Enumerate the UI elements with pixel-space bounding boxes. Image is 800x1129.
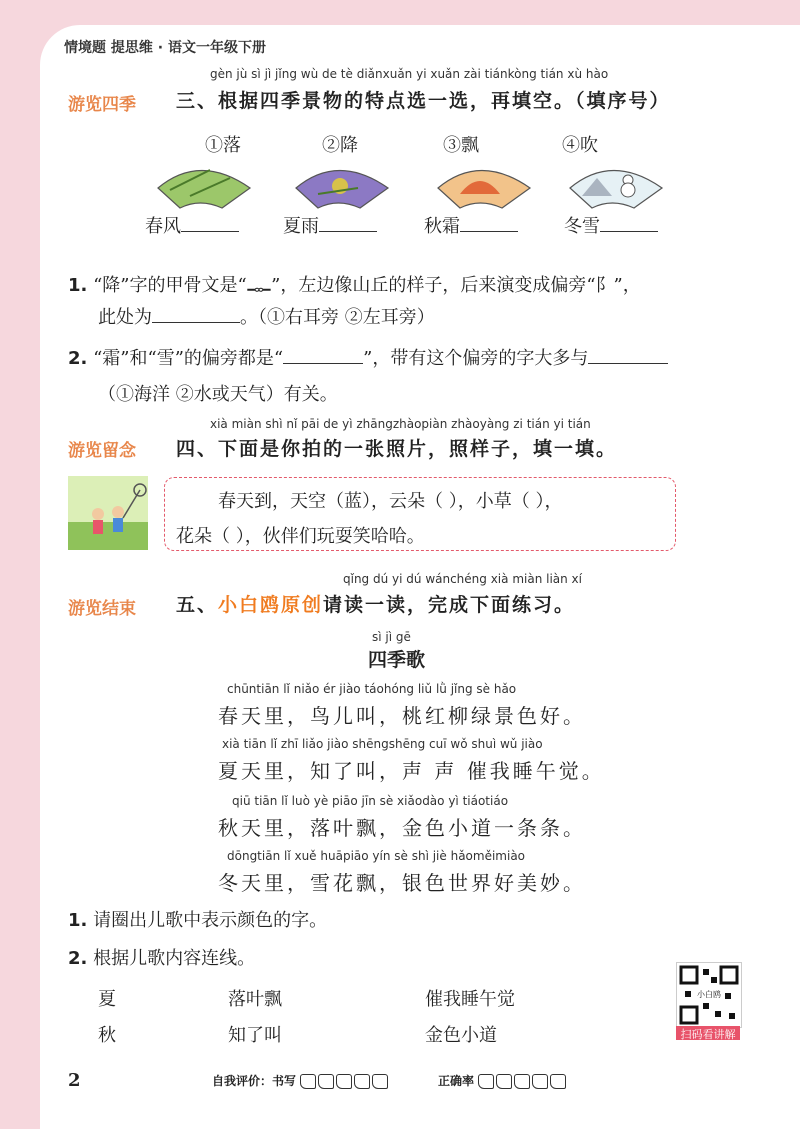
oracle-bone-glyph-icon: 𓊃: [246, 275, 272, 296]
fan-label-summer: 夏雨: [283, 212, 377, 238]
qr-label: 扫码看讲解: [676, 1026, 740, 1040]
title-pinyin: gèn jù sì jì jǐng wù de tè diǎnxuǎn yi xuǎn zài tiánkòng tián xù hào: [210, 67, 609, 81]
poem-pinyin: dōngtiān lǐ xuě huāpiāo yín sè shì jiè hǎoměimiào: [227, 849, 526, 863]
q1-blank[interactable]: [152, 304, 240, 323]
poem-line: 冬天里，雪花飘，银色世界好美妙。: [218, 871, 586, 895]
match-item-col2[interactable]: 知了叫: [228, 1025, 282, 1046]
poem-pinyin: xià tiān lǐ zhī liǎo jiào shēngshēng cuī wǒ shuì wǔ jiào: [222, 737, 543, 751]
thumb-up-icon[interactable]: [550, 1074, 566, 1089]
fan-label-autumn: 秋霜: [424, 212, 518, 238]
question-1: 1. “降”字的甲骨文是“𓊃”，左边像山丘的样子，后来演变成偏旁“阝”，: [68, 275, 641, 296]
section-tag: 游览结束: [68, 599, 136, 619]
original-badge: 小白鸥原创: [218, 594, 324, 616]
poem-line: 秋天里，落叶飘，金色小道一条条。: [218, 816, 586, 840]
poem-title: 四季歌: [368, 649, 426, 671]
option-1: ①落: [205, 135, 241, 156]
thumb-up-icon[interactable]: [532, 1074, 548, 1089]
fan-label-spring: 春风: [145, 212, 239, 238]
thumb-up-icon[interactable]: [336, 1074, 352, 1089]
poem-title-pinyin: sì jì gē: [372, 630, 411, 644]
question-2-line2: （①海洋 ②水或天气）有关。: [98, 384, 338, 405]
season-fans-illustration: [150, 158, 670, 213]
winter-fan-icon: [570, 171, 662, 209]
section-tag: 游览四季: [68, 95, 136, 115]
poem-pinyin: chūntiān lǐ niǎo ér jiào táohóng liǔ lǜ jǐng sè hǎo: [227, 682, 517, 696]
qr-code[interactable]: [676, 962, 742, 1028]
autumn-fan-icon: [438, 171, 530, 209]
poem-line: 夏天里，知了叫，声 声 催我睡午觉。: [218, 759, 605, 783]
self-eval-accuracy: 正确率: [438, 1072, 568, 1089]
thumb-up-icon[interactable]: [478, 1074, 494, 1089]
match-item-col3[interactable]: 催我睡午觉: [425, 989, 515, 1010]
option-2: ②降: [322, 135, 358, 156]
winter-blank[interactable]: [600, 213, 658, 232]
summer-fan-icon: [296, 171, 388, 209]
question-1-line2: 此处为 。（①右耳旁 ②左耳旁）: [98, 303, 435, 329]
page-header: 情境题 提思维 · 语文一年级下册: [64, 40, 266, 56]
fill-line-2: 花朵（ ），伙伴们玩耍笑哈哈。: [176, 526, 425, 547]
option-3: ③飘: [443, 135, 479, 156]
thumb-up-icon[interactable]: [300, 1074, 316, 1089]
match-item-col2[interactable]: 落叶飘: [228, 989, 282, 1010]
fan-label-winter: 冬雪: [564, 212, 658, 238]
q2-blank-radical[interactable]: [283, 345, 363, 364]
option-4: ④吹: [562, 135, 598, 156]
page-number: 2: [68, 1070, 81, 1091]
children-playing-photo-icon: [68, 476, 148, 550]
thumb-up-icon[interactable]: [318, 1074, 334, 1089]
spring-blank[interactable]: [181, 213, 239, 232]
spring-fan-icon: [158, 170, 250, 208]
poem-line: 春天里，鸟儿叫，桃红柳绿景色好。: [218, 704, 586, 728]
poem-pinyin: qiū tiān lǐ luò yè piāo jīn sè xiǎodào yì tiáotiáo: [232, 794, 509, 808]
qr-brand: 小白鸥: [697, 990, 721, 999]
section-tag: 游览留念: [68, 441, 136, 461]
question-2: 2. 根据儿歌内容连线。: [68, 948, 256, 969]
question-1: 1. 请圈出儿歌中表示颜色的字。: [68, 910, 328, 931]
match-item-col3[interactable]: 金色小道: [425, 1025, 497, 1046]
thumb-up-icon[interactable]: [496, 1074, 512, 1089]
title-pinyin: xià miàn shì nǐ pāi de yì zhāngzhàopiàn zhàoyàng zi tián yi tián: [210, 417, 591, 431]
section-title: 四、下面是你拍的一张照片，照样子，填一填。: [176, 438, 618, 460]
section-title: 三、根据四季景物的特点选一选，再填空。（填序号）: [176, 90, 671, 112]
thumb-up-icon[interactable]: [354, 1074, 370, 1089]
q2-blank-meaning[interactable]: [588, 345, 668, 364]
autumn-blank[interactable]: [460, 213, 518, 232]
match-item-col1[interactable]: 夏: [98, 989, 116, 1010]
summer-blank[interactable]: [319, 213, 377, 232]
section-title: 五、小白鸥原创请读一读，完成下面练习。: [176, 594, 576, 616]
thumb-up-icon[interactable]: [372, 1074, 388, 1089]
thumb-up-icon[interactable]: [514, 1074, 530, 1089]
fill-line-1: 春天到，天空（蓝），云朵（ ），小草（ ），: [218, 491, 563, 512]
question-2: 2. “霜”和“雪”的偏旁都是“ ”，带有这个偏旁的字大多与: [68, 344, 668, 370]
match-item-col1[interactable]: 秋: [98, 1025, 116, 1046]
self-eval-writing: 自我评价：书写: [212, 1072, 390, 1089]
title-pinyin: qǐng dú yi dú wánchéng xià miàn liàn xí: [343, 572, 582, 586]
